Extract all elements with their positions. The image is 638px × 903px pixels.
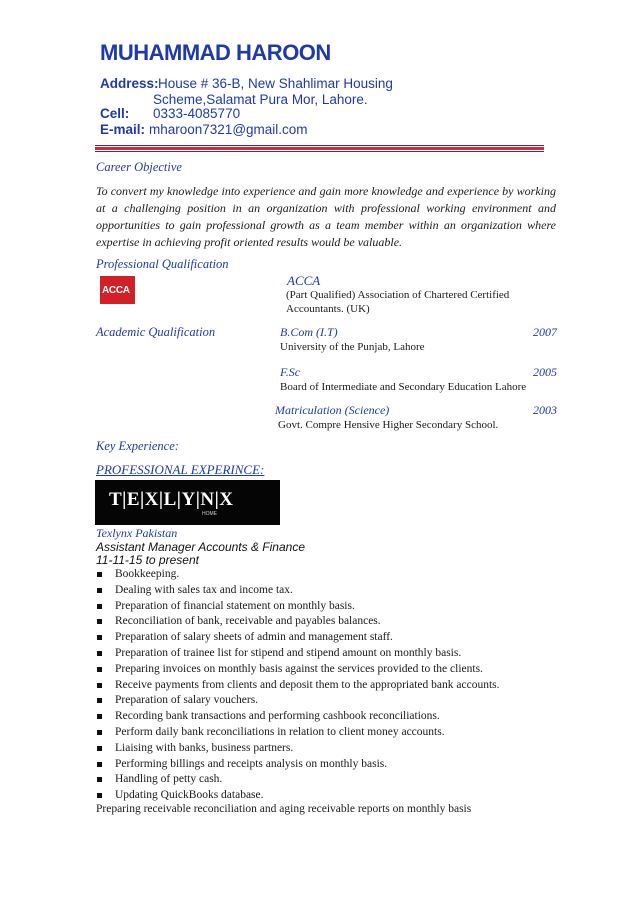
list-item: Liaising with banks, business partners. <box>96 741 500 757</box>
email-value: mharoon7321@gmail.com <box>149 122 308 137</box>
degree-bcom: B.Com (I.T) <box>280 325 338 339</box>
list-item: Preparation of salary sheets of admin and management staff. <box>96 630 500 646</box>
bullet-icon <box>97 793 102 798</box>
list-item: Handling of petty cash. <box>96 772 500 788</box>
bullet-icon <box>97 730 102 735</box>
header-rule-thin <box>95 145 544 146</box>
bullet-icon <box>97 619 102 624</box>
degree-matric: Matriculation (Science) <box>275 403 390 417</box>
list-item: Preparing invoices on monthly basis against the services provided to the clients. <box>96 662 500 678</box>
institute-fsc: Board of Intermediate and Secondary Education Lahore <box>280 381 527 393</box>
list-item: Preparation of financial statement on monthly basis. <box>96 599 500 615</box>
bullet-icon <box>97 604 102 609</box>
header-rule-thin-2 <box>95 151 544 152</box>
list-item: Preparation of salary vouchers. <box>96 693 500 709</box>
degree-fsc: F.Sc <box>280 365 301 379</box>
candidate-name: MUHAMMAD HAROON <box>100 40 331 65</box>
career-objective-text: To convert my knowledge into experience and gain more knowledge and experience by working at a challenging position in an organization with professional working environment and opportunities to gain professional growth as a team member within an organization where expertise in achieving profit oriented results would be valuable. <box>96 184 556 249</box>
address-line-2: Scheme,Salamat Pura Mor, Lahore. <box>153 92 368 107</box>
bullet-icon <box>97 714 102 719</box>
email-label: E-mail: <box>100 122 146 137</box>
list-item: Perform daily bank reconciliations in relation to client money accounts. <box>96 725 500 741</box>
acca-logo: ACCA <box>100 276 135 304</box>
list-item: Preparation of trainee list for stipend and stipend amount on monthly basis. <box>96 646 500 662</box>
list-item: Recording bank transactions and performing cashbook reconciliations. <box>96 709 500 725</box>
bullet-icon <box>97 635 102 640</box>
key-experience-heading: Key Experience: <box>96 439 179 453</box>
acca-desc-line2: Accountants. (UK) <box>286 303 370 315</box>
acca-desc-line1: (Part Qualified) Association of Chartered Certified <box>286 289 510 301</box>
academic-qualification-heading: Academic Qualification <box>96 325 216 339</box>
job-position: Assistant Manager Accounts & Finance <box>96 540 305 554</box>
address-label: Address: <box>100 76 159 91</box>
bullet-icon <box>97 746 102 751</box>
list-item: Bookkeeping. <box>96 567 500 583</box>
bullet-icon <box>97 698 102 703</box>
year-bcom: 2007 <box>533 325 557 339</box>
company-name: Texlynx Pakistan <box>96 526 178 540</box>
address-line-1: House # 36-B, New Shahlimar Housing <box>158 76 393 91</box>
list-item: Performing billings and receipts analysis on monthly basis. <box>96 757 500 773</box>
institute-bcom: University of the Punjab, Lahore <box>280 341 425 353</box>
bullet-icon <box>97 683 102 688</box>
year-matric: 2003 <box>533 403 557 417</box>
list-item: Receive payments from clients and deposit them to the appropriated bank accounts. <box>96 678 500 694</box>
bullet-icon <box>97 588 102 593</box>
texlynx-logo: T|E|X|L|Y|N|X HOME <box>95 480 280 525</box>
bullet-icon <box>97 777 102 782</box>
list-item: Reconciliation of bank, receivable and payables balances. <box>96 614 500 630</box>
institute-matric: Govt. Compre Hensive Higher Secondary School. <box>278 419 499 431</box>
header-rule-red <box>95 147 544 150</box>
year-fsc: 2005 <box>533 365 557 379</box>
bullet-icon <box>97 651 102 656</box>
cell-value: 0333-4085770 <box>153 106 241 121</box>
career-objective-heading: Career Objective <box>96 160 182 174</box>
list-item: Updating QuickBooks database. <box>96 788 500 804</box>
bullet-icon <box>97 667 102 672</box>
job-dates: 11-11-15 to present <box>96 553 199 567</box>
bullet-icon <box>97 572 102 577</box>
bullet-icon <box>97 762 102 767</box>
closing-duty-text: Preparing receivable reconciliation and aging receivable reports on monthly basis <box>96 803 472 815</box>
cell-label: Cell: <box>100 106 130 121</box>
list-item: Dealing with sales tax and income tax. <box>96 583 500 599</box>
professional-experience-heading: PROFESSIONAL EXPERINCE: <box>96 462 265 477</box>
acca-title: ACCA <box>287 273 321 288</box>
duties-list <box>96 567 500 804</box>
professional-qualification-heading: Professional Qualification <box>96 257 229 271</box>
